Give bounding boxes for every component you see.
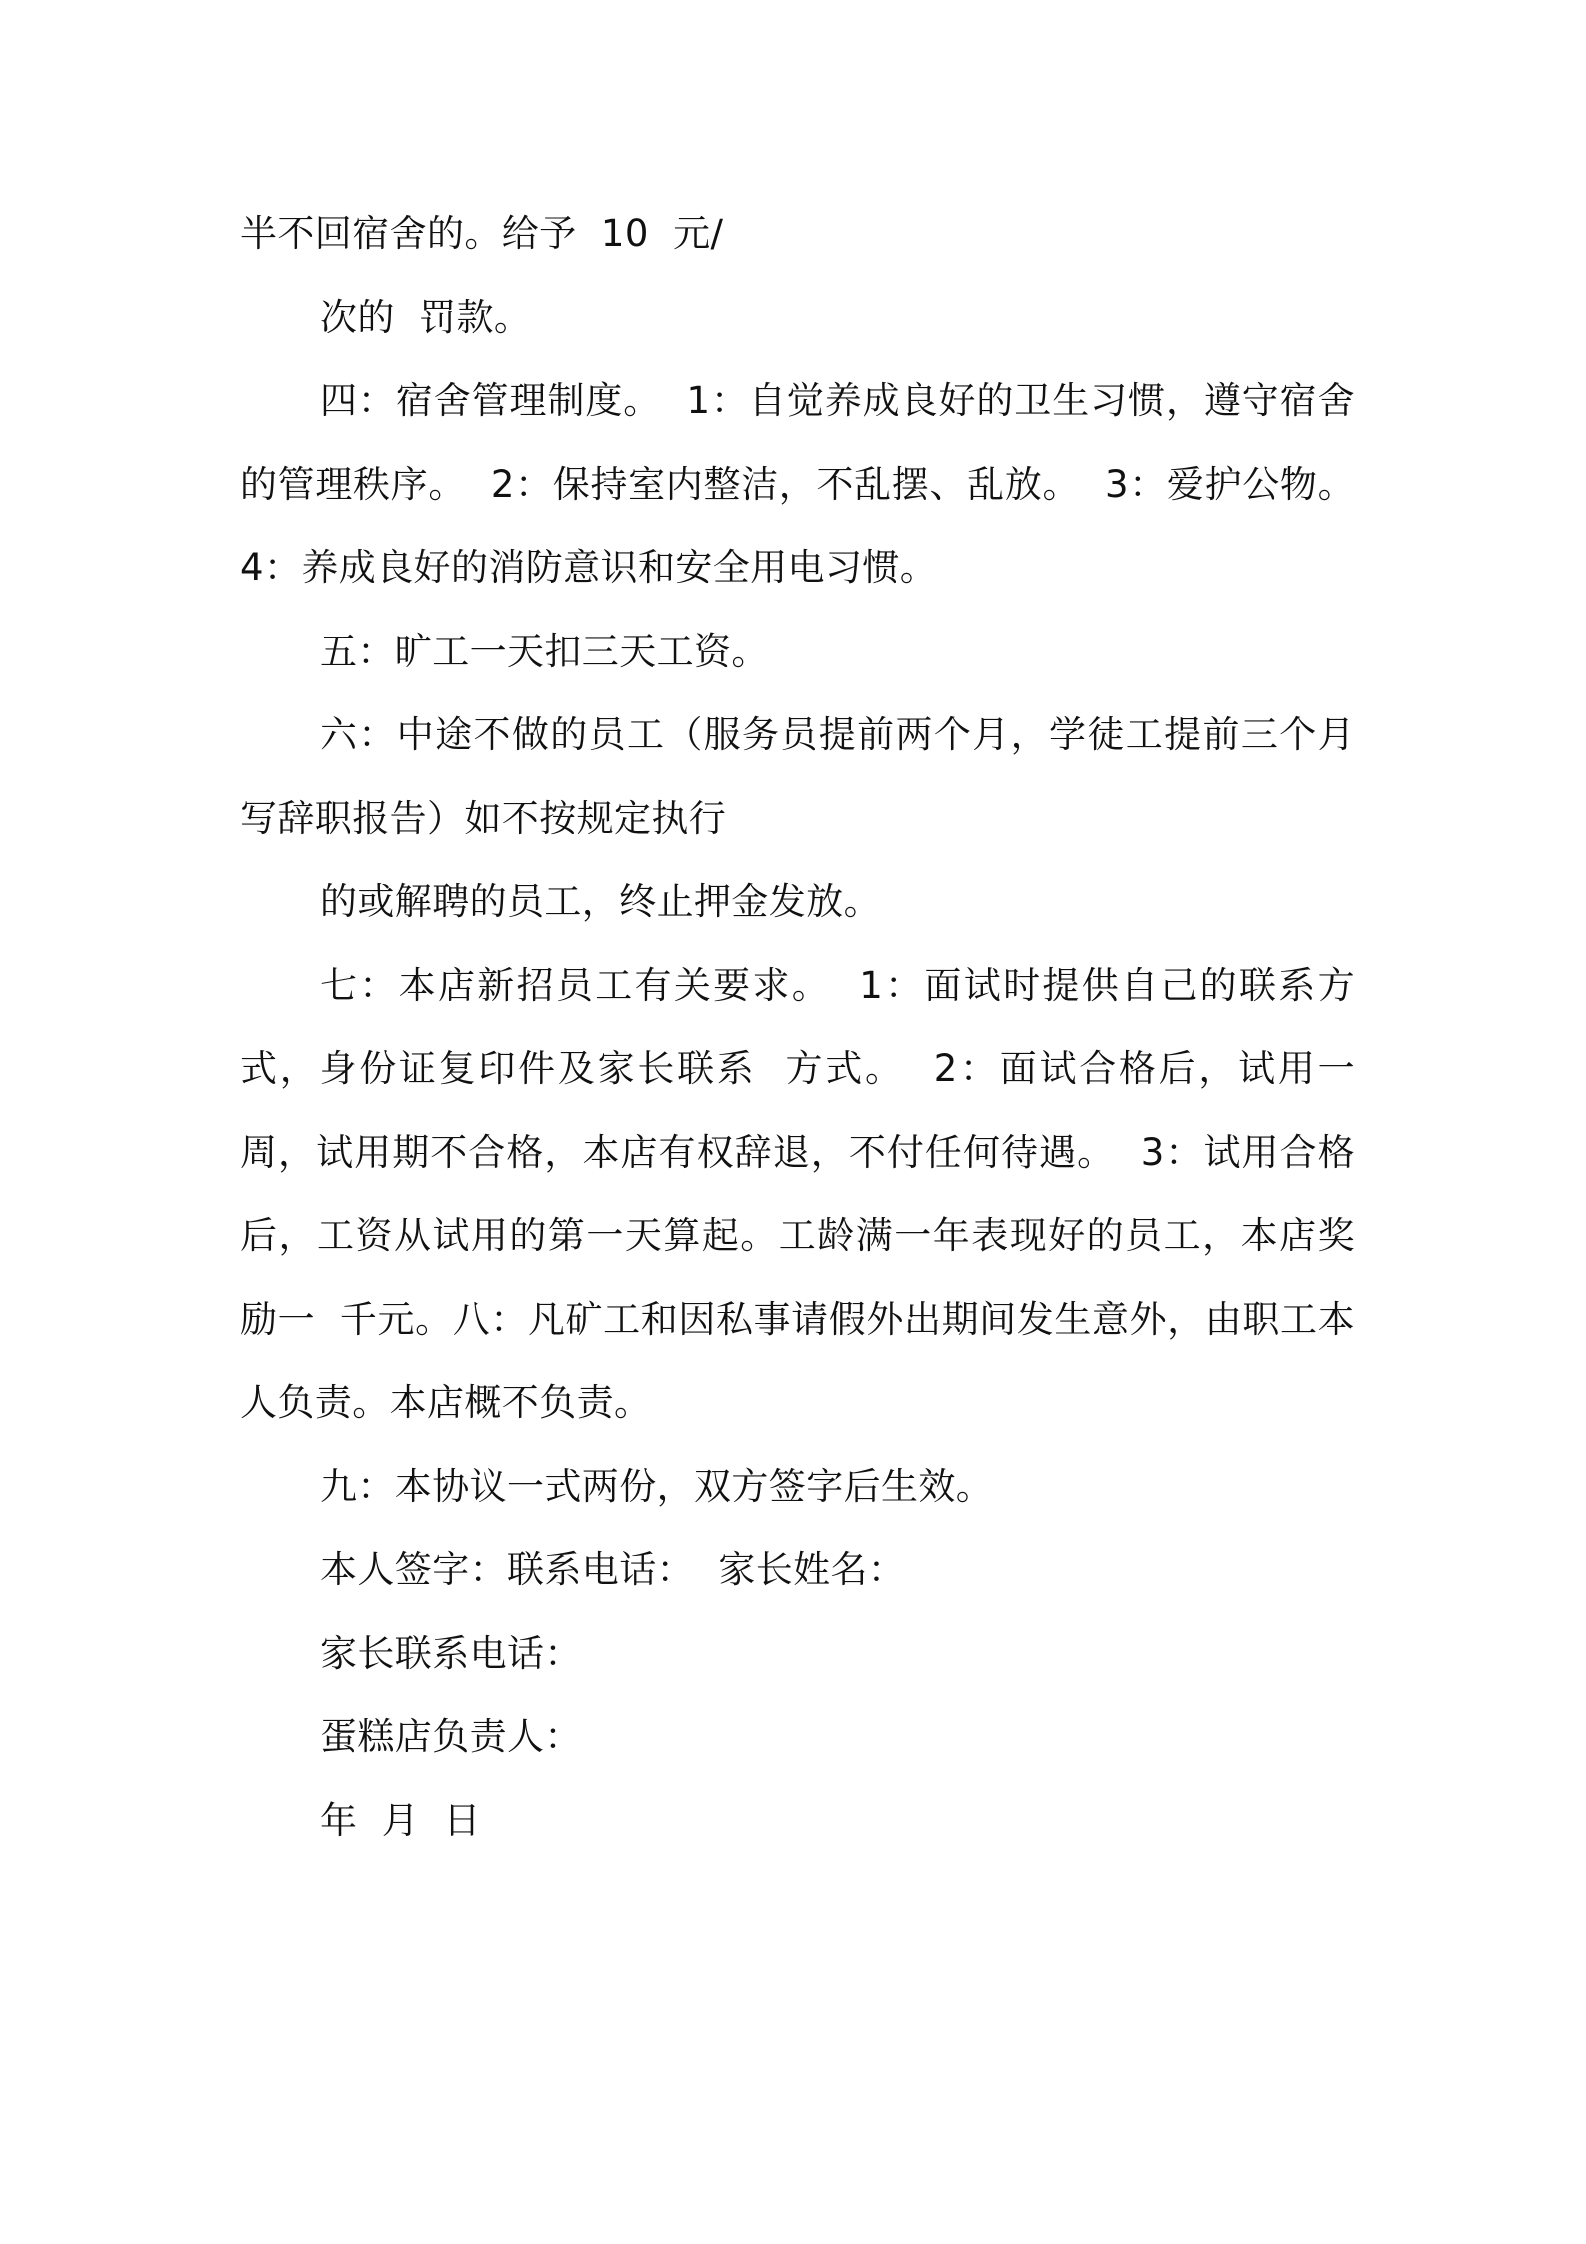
paragraph-fine-continued: 次的 罚款。	[320, 295, 532, 339]
document-body	[240, 192, 1380, 1862]
paragraph-deposit-rule: 的或解聘的员工，终止押金发放。	[320, 880, 881, 923]
paragraph-dorm-fine: 半不回宿舍的。给予 10 元/	[240, 212, 724, 255]
paragraph-agreement-effect: 九：本协议一式两份，双方签字后生效。	[320, 1464, 994, 1508]
manager-line: 蛋糕店负责人：	[320, 1715, 582, 1758]
paragraph-new-hire-rules: 七：本店新招员工有关要求。 1：面试时提供自己的联系方式，身份证复印件及家长联系 方式。 2：面试合格后，试用一周，试用期不合格，本店有权辞退，不付任何待遇。 3：试用合格后，工资从试用的第一天算起。工龄满一年表现好的员工，本店奖励一 千元。八：凡矿工和因私事请假外出期间发生意外，由职工本人负责。本店概不负责。	[240, 963, 1355, 1424]
paragraph-absence-rule: 五：旷工一天扣三天工资。	[320, 629, 769, 673]
signature-line: 本人签字：联系电话： 家长姓名：	[320, 1548, 906, 1591]
paragraph-dorm-rules: 四：宿舍管理制度。 1：自觉养成良好的卫生习惯，遵守宿舍的管理秩序。 2：保持室内整洁，不乱摆、乱放。 3：爱护公物。 4：养成良好的消防意识和安全用电习惯。	[240, 379, 1380, 589]
parent-phone-line: 家长联系电话：	[320, 1631, 582, 1675]
paragraph-resignation-rule: 六：中途不做的员工（服务员提前两个月，学徒工提前三个月写辞职报告）如不按规定执行	[240, 713, 1355, 840]
date-line: 年 月 日	[320, 1798, 481, 1842]
